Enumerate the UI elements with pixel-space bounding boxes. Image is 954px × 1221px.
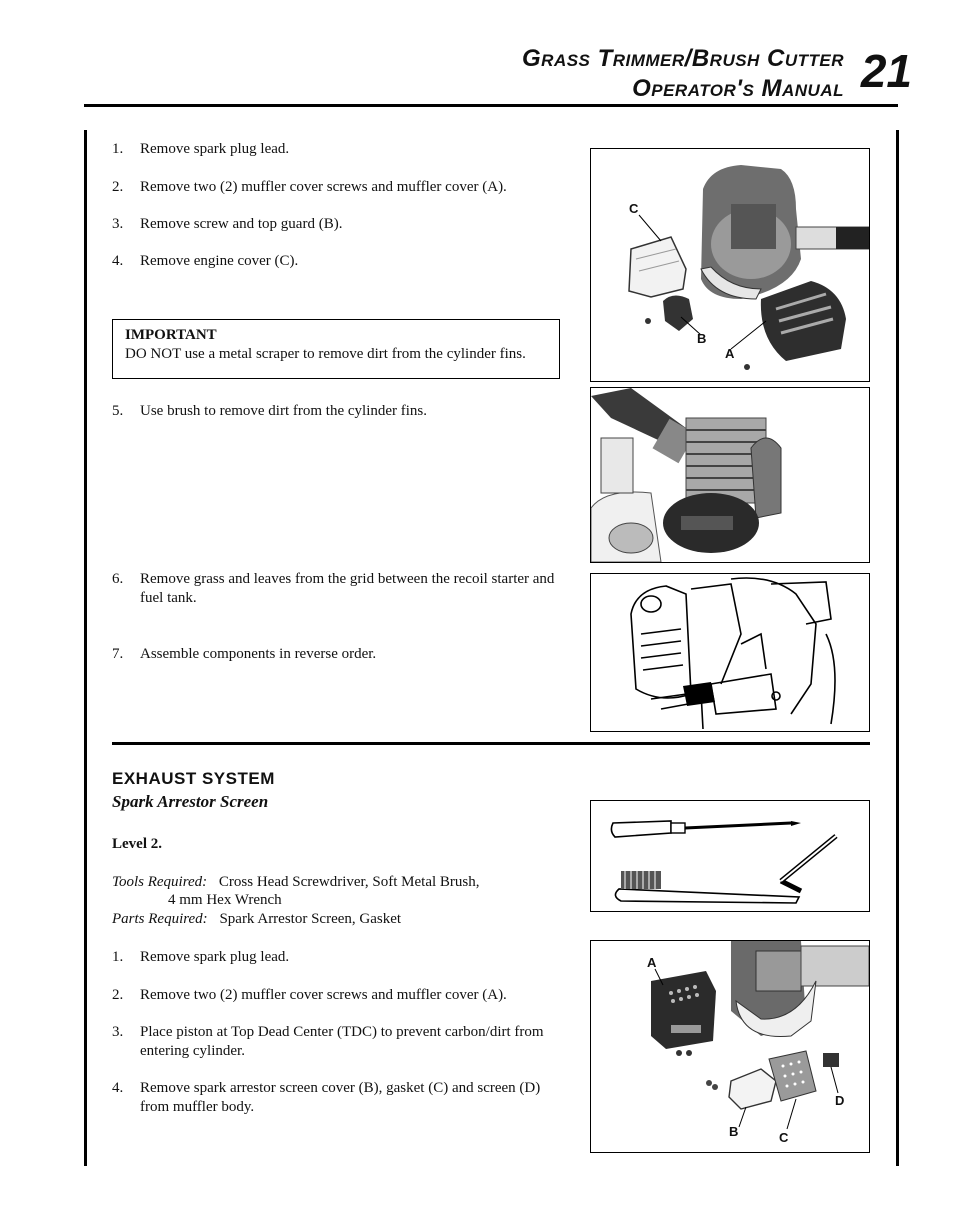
header-rule [84,104,898,107]
left-margin-rule [84,130,87,1166]
figure-required-tools [590,800,870,912]
exhaust-step-3: 3. Place piston at Top Dead Center (TDC) to prevent carbon/dirt from entering cylinder. [112,1024,544,1059]
page-number: 21 [860,45,912,97]
manual-title-line1: Grass Trimmer/Brush Cutter [522,45,844,72]
parts-required-value: Spark Arrestor Screen, Gasket [219,911,402,927]
parts-required-label: Parts Required: [112,911,208,927]
cooling-step-6: 6. Remove grass and leaves from the grid between the recoil starter and fuel tank. [112,571,555,606]
figure5-label-b: B [729,1124,739,1139]
figure-engine-cover-removal [590,148,870,382]
tools-required-value-2: 4 mm Hex Wrench [168,892,282,908]
figure-muffler-disassembly [590,940,870,1153]
parts-required [112,911,401,928]
tools-required-label: Tools Required: [112,874,208,890]
figure5-label-c: C [779,1130,789,1145]
tools-illustration [591,801,869,911]
recoil-grid-line-drawing [591,574,869,731]
figure1-label-a: A [725,346,735,361]
figure-recoil-grid [590,573,870,732]
tools-required-value: Cross Head Screwdriver, Soft Metal Brush, [218,874,480,890]
figure5-label-a: A [647,955,657,970]
service-level: Level 2. [112,836,162,852]
figure1-label-b: B [697,331,707,346]
tools-required [112,874,480,891]
important-text: DO NOT use a metal scraper to remove dirt from the cylinder fins. [125,346,526,362]
section-divider [112,742,870,745]
brush-cylinder-illustration [591,388,869,562]
figure5-label-d: D [835,1093,845,1108]
manual-title-line2: Operator's Manual [632,75,844,102]
section-heading-exhaust: EXHAUST SYSTEM [112,769,275,788]
important-notice [112,319,560,379]
exhaust-step-4: 4. Remove spark arrestor screen cover (B), gasket (C) and screen (D) from muffler body. [112,1080,541,1115]
important-title: IMPORTANT [125,327,217,343]
figure-brush-cylinder-fins [590,387,870,563]
right-margin-rule [896,130,899,1166]
subheading-spark-arrestor: Spark Arrestor Screen [112,792,269,811]
muffler-disassembly-illustration [591,941,869,1152]
figure1-label-c: C [629,201,639,216]
